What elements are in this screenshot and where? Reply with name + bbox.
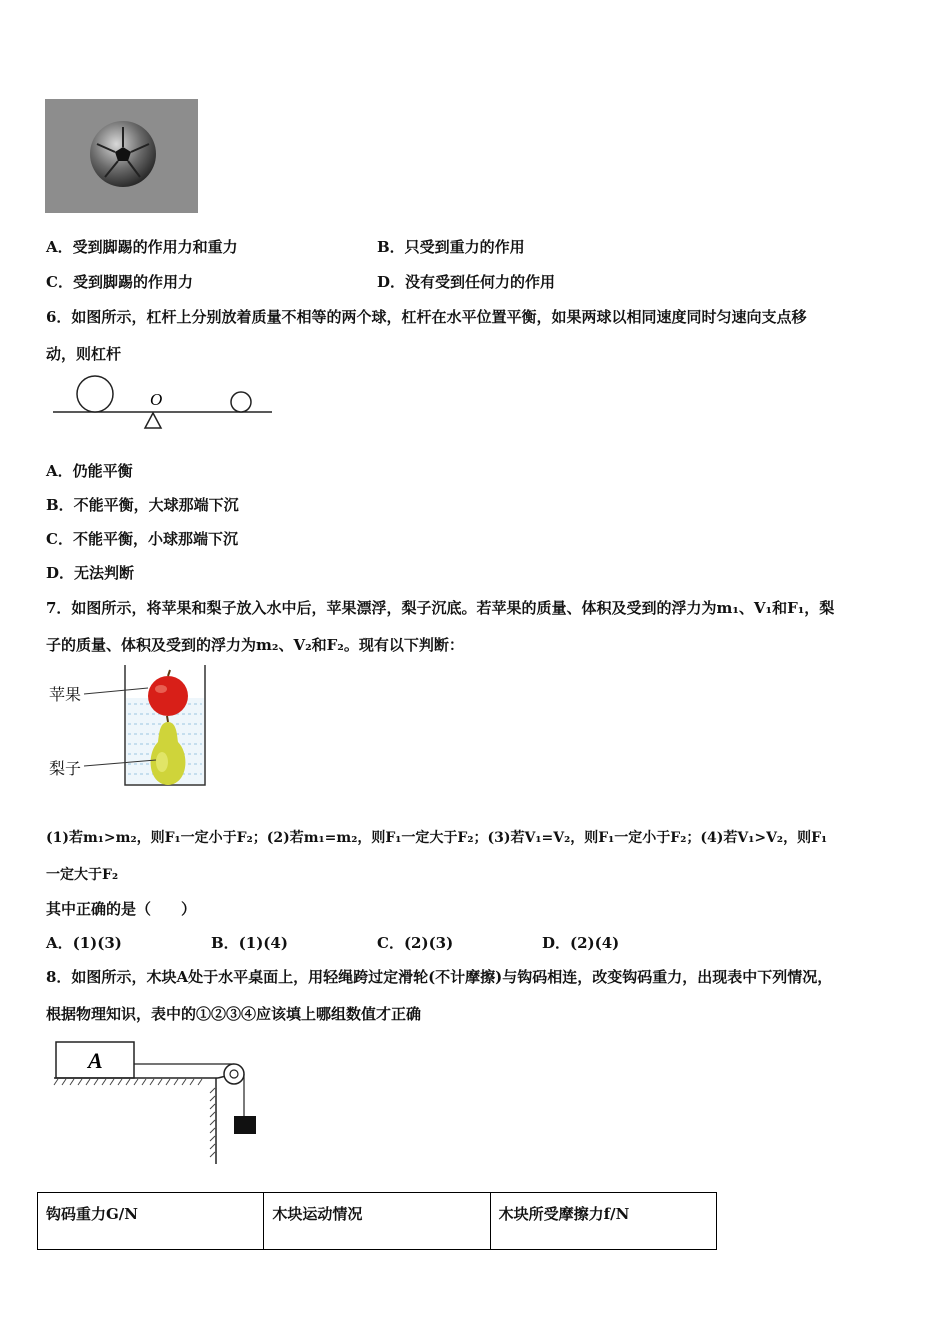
weight-block (234, 1116, 256, 1134)
q7-option-a: A．(1)(3) (46, 934, 122, 952)
q6-option-a: A．仍能平衡 (46, 462, 133, 480)
fulcrum-label: O (150, 390, 163, 409)
table-row (38, 1193, 717, 1250)
q8-stem-line1: 8．如图所示，木块A处于水平桌面上，用轻绳跨过定滑轮(不计摩擦)与钩码相连，改变钩码重力，出现表中下列情况， (46, 968, 833, 986)
pear-label: 梨子 (49, 759, 82, 778)
pulley-figure (50, 1038, 270, 1168)
football-photo (45, 99, 198, 213)
q7-stem-line1: 7．如图所示，将苹果和梨子放入水中后，苹果漂浮，梨子沉底。若苹果的质量、体积及受到的浮力为m₁、V₁和F₁，梨 (46, 599, 835, 617)
q6-stem-line2: 动，则杠杆 (46, 345, 122, 363)
q5-option-b: B．只受到重力的作用 (377, 238, 525, 256)
q7-option-b: B．(1)(4) (211, 934, 288, 952)
lever-figure (50, 372, 275, 434)
fulcrum-icon (145, 413, 161, 428)
q8-stem-line2: 根据物理知识，表中的①②③④应该填上哪组数值才正确 (46, 1005, 422, 1023)
table-header-cell: 钩码重力G/N (38, 1193, 264, 1250)
small-ball (231, 392, 251, 412)
q7-stem-line2: 子的质量、体积及受到的浮力为m₂、V₂和F₂。现有以下判断： (46, 636, 464, 654)
q6-option-d: D．无法判断 (46, 564, 135, 582)
q7-judgment-line2: 一定大于F₂ (46, 867, 119, 883)
q6-stem-line1: 6．如图所示，杠杆上分别放着质量不相等的两个球，杠杆在水平位置平衡，如果两球以相同速度同时匀速向支点移 (46, 308, 807, 326)
block-label: A (88, 1048, 103, 1073)
large-ball (77, 376, 113, 412)
table-header-cell: 木块所受摩擦力f/N (490, 1193, 716, 1250)
q5-option-c: C．受到脚踢的作用力 (46, 273, 193, 291)
q7-option-d: D．(2)(4) (542, 934, 620, 952)
q6-option-b: B．不能平衡，大球那端下沉 (46, 496, 239, 514)
q7-question: 其中正确的是（ ） (46, 900, 197, 918)
apple-pear-figure (46, 662, 216, 790)
table-header-cell: 木块运动情况 (264, 1193, 490, 1250)
q7-option-c: C．(2)(3) (377, 934, 454, 952)
q5-option-a: A．受到脚踢的作用力和重力 (46, 238, 238, 256)
q6-option-c: C．不能平衡，小球那端下沉 (46, 530, 238, 548)
data-table (37, 1192, 717, 1250)
q5-option-d: D．没有受到任何力的作用 (377, 273, 556, 291)
apple-label: 苹果 (49, 685, 82, 704)
apple-icon (148, 676, 188, 716)
football-icon (45, 99, 198, 213)
q7-judgment-line1: (1)若m₁>m₂，则F₁一定小于F₂；(2)若m₁=m₂，则F₁一定大于F₂；(3)若V₁=V₂，则F₁一定小于F₂；(4)若V₁>V₂，则F₁ (46, 830, 828, 846)
